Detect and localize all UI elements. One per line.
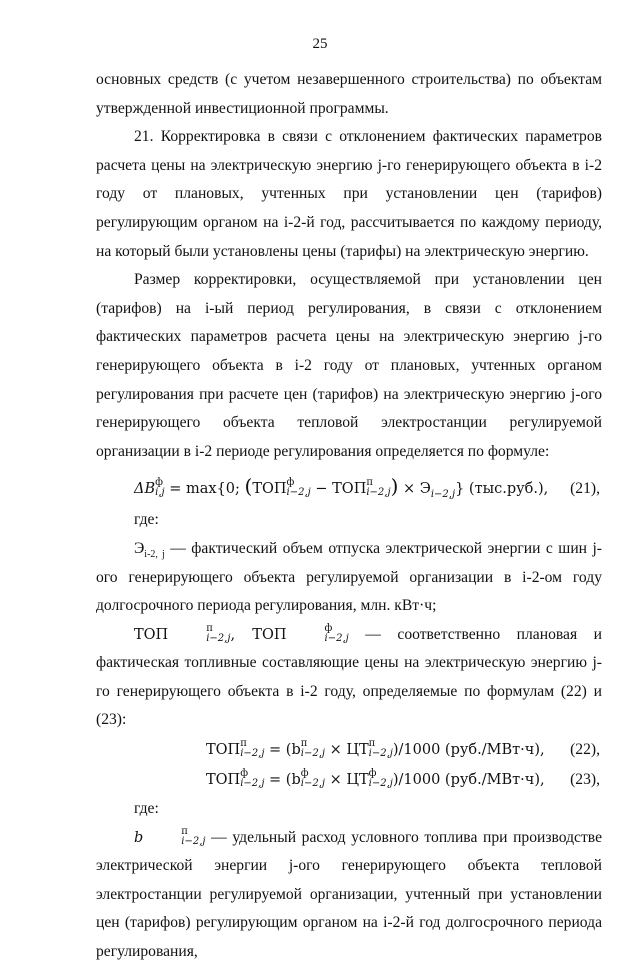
formula-21-expression: ΔB ф i,j = max{0; (ТОП ф i−2,j − ТОП п i−2,j ) × $Э_{i-2,j}$} (тыс.руб.), <box>134 474 549 501</box>
where-label-2: где: <box>134 800 159 818</box>
paragraph-3: Размер корректировки, осуществляемой при установлении цен (тарифов) на i-ый период регулирования, в связи с отклонением фактических параметров расчета цены на электрическую энергию j-го генерирующего объекта в i-2 году от плановых, учтенных органом регулирования при расчете цен (тарифов) на электрическую энергию j-ого генерирующего объекта тепловой электростанции регулируемой организации в i-2 периоде регулирования определяется по формуле: <box>96 271 602 460</box>
page-number: 25 <box>312 36 328 52</box>
formula-22-number: (22), <box>570 741 600 759</box>
definition-e: $Э_{i-2, j}$ — фактический объем отпуска электрической энергии с шин j-ого генерирующего объекта регулируемой организации в i-2-ом году долгосрочного периода регулирования, млн. кВт·ч; <box>96 539 603 615</box>
definition-b: b п i−2,j — удельный расход условного топлива при производстве электрической энергии j-ого генерирующего объекта тепловой электростанции регулируемой организации, учтенный при установлении цен (тарифов) регулирующим органом на i-2-й год долгосрочного периода регулирования, <box>96 825 602 961</box>
formula-22-expression: ТОП п i−2,j = (b п i−2,j × ЦТ п i−2,j )/1000 (руб./МВт·ч), <box>206 738 545 760</box>
formula-21-number: (21), <box>570 480 600 498</box>
where-label-1: где: <box>134 511 159 529</box>
formula-21 <box>96 466 602 506</box>
formula-23-expression: ТОП ф i−2,j = (b ф i−2,j × ЦТ ф i−2,j )/1000 (руб./МВт·ч), <box>206 768 545 790</box>
paragraph-2: 21. Корректировка в связи с отклонением фактических параметров расчета цены на электрическую энергию j-го генерирующего объекта в i-2 году от плановых, учтенных при установлении цен (тарифов) регулирующим органом на i-2-й год, рассчитывается по каждому периоду, на который были установлены цены (тарифы) на электрическую энергию. <box>96 128 602 260</box>
formula-22 <box>96 735 602 765</box>
document-body <box>96 66 602 967</box>
paragraph-1: основных средств (с учетом незавершенного строительства) по объектам утвержденной инвестиционной программы. <box>96 71 602 117</box>
definition-top: ТОП п i−2,j , ТОП ф i−2,j — соответственно плановая и фактическая топливные составляющие цены на электрическую энергию j-го генерирующего объекта в i-2 году, определяемые по формулам (22) и (23): <box>96 622 602 729</box>
formula-23-number: (23), <box>570 771 600 789</box>
formula-23 <box>96 765 602 795</box>
